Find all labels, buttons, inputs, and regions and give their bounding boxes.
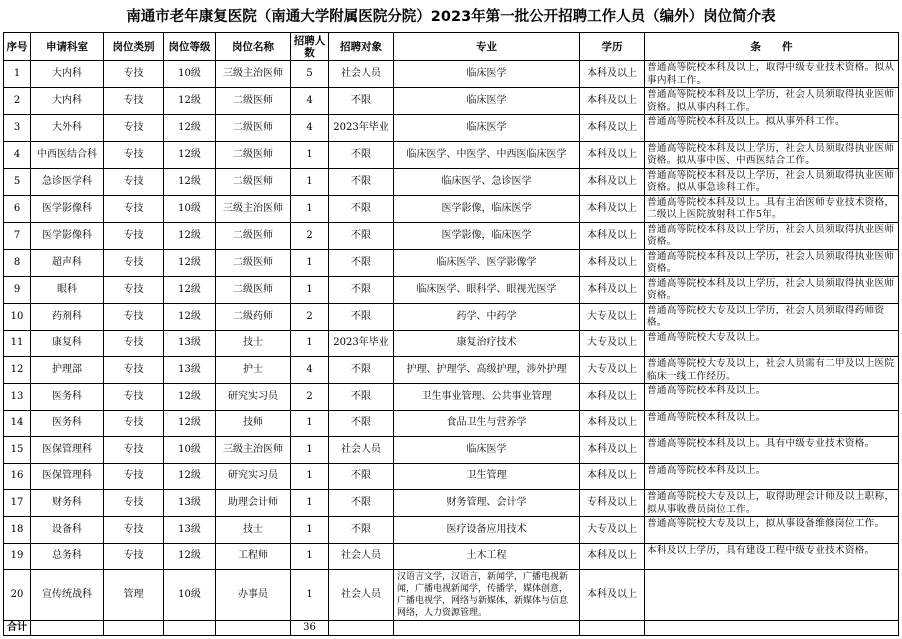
cell-edu: 本科及以上: [580, 141, 645, 168]
cell-cond: 普通高等院校本科及以上。: [645, 384, 899, 411]
cell-no: 12: [4, 357, 31, 384]
cell-target: 社会人员: [329, 437, 394, 464]
col-header-target: 招聘对象: [329, 33, 394, 61]
cell-dept: 药剂科: [31, 303, 104, 330]
cell-post: 技士: [216, 517, 291, 544]
cell-type: 专技: [104, 410, 164, 437]
cell-count: 1: [291, 168, 329, 195]
table-row: [4, 437, 899, 464]
cell-no: 18: [4, 517, 31, 544]
cell-edu: 大专及以上: [580, 357, 645, 384]
cell-no: 16: [4, 463, 31, 490]
cell-post: 二级医师: [216, 88, 291, 115]
cell-count: 2: [291, 222, 329, 249]
cell-target: 不限: [329, 517, 394, 544]
cell-cond: 普通高等院校大专及以上，拟从事设备维修岗位工作。: [645, 517, 899, 544]
cell-type: 专技: [104, 115, 164, 142]
cell-major: 临床医学、眼科学、眼视光医学: [394, 276, 580, 303]
cell-post: 三级主治医师: [216, 437, 291, 464]
cell-post: 二级医师: [216, 168, 291, 195]
cell-major: 汉语言文学，汉语言，新闻学，广播电视新闻，广播电视新闻学，传播学，媒体创意，广播电视学，网络与新媒体，新媒体与信息网络，人力资源管理。: [394, 570, 580, 621]
table-row: [4, 463, 899, 490]
cell-level: 10级: [164, 437, 216, 464]
cell-count: 1: [291, 570, 329, 621]
cell-count: 1: [291, 490, 329, 517]
cell-major: 临床医学、急诊医学: [394, 168, 580, 195]
cell-type: 专技: [104, 88, 164, 115]
cell-count: 1: [291, 195, 329, 222]
cell-no: 8: [4, 249, 31, 276]
cell-count: 4: [291, 357, 329, 384]
col-header-level: 岗位等级: [164, 33, 216, 61]
cell-dept: 宣传统战科: [31, 570, 104, 621]
cell-major: 临床医学: [394, 61, 580, 88]
cell-type: 专技: [104, 222, 164, 249]
cell-level: 10级: [164, 61, 216, 88]
cell-dept: 总务科: [31, 543, 104, 570]
total-row: [4, 621, 899, 636]
cell-level: 12级: [164, 168, 216, 195]
cell-edu: 本科及以上: [580, 61, 645, 88]
table-row: [4, 330, 899, 357]
cell-level: 12级: [164, 249, 216, 276]
page-title: 南通市老年康复医院（南通大学附属医院分院）2023年第一批公开招聘工作人员（编外）岗位简介表: [126, 9, 776, 25]
table-row: [4, 543, 899, 570]
col-header-dept: 申请科室: [31, 33, 104, 61]
cell-no: 2: [4, 88, 31, 115]
cell-count: 2: [291, 303, 329, 330]
table-row: [4, 357, 899, 384]
cell-no: 11: [4, 330, 31, 357]
cell-type: 专技: [104, 517, 164, 544]
cell-edu: 大专及以上: [580, 517, 645, 544]
table-row: [4, 303, 899, 330]
cell-dept: 大内科: [31, 88, 104, 115]
cell-edu: 本科及以上: [580, 88, 645, 115]
cell-post: 工程师: [216, 543, 291, 570]
cell-no: 19: [4, 543, 31, 570]
cell-type: 管理: [104, 570, 164, 621]
cell-no: 10: [4, 303, 31, 330]
total-empty-cell: [104, 621, 164, 636]
cell-level: 12级: [164, 141, 216, 168]
table-row: [4, 61, 899, 88]
cell-cond: 普通高等院校本科及以上学历，社会人员须取得执业医师资格。: [645, 276, 899, 303]
cell-post: 助理会计师: [216, 490, 291, 517]
cell-dept: 医学影像科: [31, 222, 104, 249]
cell-post: 二级药师: [216, 303, 291, 330]
cell-target: 不限: [329, 384, 394, 411]
table-row: [4, 517, 899, 544]
cell-no: 3: [4, 115, 31, 142]
cell-post: 二级医师: [216, 141, 291, 168]
cell-type: 专技: [104, 141, 164, 168]
table-row: [4, 88, 899, 115]
cell-dept: 眼科: [31, 276, 104, 303]
cell-no: 9: [4, 276, 31, 303]
cell-major: 医疗设备应用技术: [394, 517, 580, 544]
col-header-type: 岗位类别: [104, 33, 164, 61]
total-empty-cell: [31, 621, 104, 636]
cell-edu: 本科及以上: [580, 195, 645, 222]
cell-post: 二级医师: [216, 276, 291, 303]
cell-count: 1: [291, 141, 329, 168]
cell-no: 1: [4, 61, 31, 88]
cell-level: 13级: [164, 330, 216, 357]
cell-edu: 本科及以上: [580, 115, 645, 142]
cell-target: 不限: [329, 195, 394, 222]
cell-no: 13: [4, 384, 31, 411]
cell-major: 临床医学: [394, 88, 580, 115]
cell-level: 12级: [164, 384, 216, 411]
cell-target: 不限: [329, 276, 394, 303]
cell-cond: 普通高等院校本科及以上。拟从事外科工作。: [645, 115, 899, 142]
col-header-count: 招聘人数: [291, 33, 329, 61]
table-row: [4, 222, 899, 249]
cell-level: 12级: [164, 410, 216, 437]
cell-target: 2023年毕业: [329, 115, 394, 142]
cell-cond: 普通高等院校本科及以上学历，社会人员须取得执业医师资格。: [645, 249, 899, 276]
cell-target: 不限: [329, 249, 394, 276]
cell-count: 2: [291, 384, 329, 411]
cell-dept: 医务科: [31, 384, 104, 411]
cell-count: 1: [291, 330, 329, 357]
cell-target: 社会人员: [329, 61, 394, 88]
cell-major: 医学影像，临床医学: [394, 222, 580, 249]
cell-type: 专技: [104, 384, 164, 411]
cell-cond: 普通高等院校本科及以上，取得中级专业技术资格。拟从事内科工作。: [645, 61, 899, 88]
cell-cond: 普通高等院校本科及以上。具有中级专业技术资格。: [645, 437, 899, 464]
cell-level: 12级: [164, 276, 216, 303]
cell-cond: 普通高等院校本科及以上。: [645, 410, 899, 437]
cell-major: 医学影像，临床医学: [394, 195, 580, 222]
cell-count: 5: [291, 61, 329, 88]
cell-dept: 医学影像科: [31, 195, 104, 222]
cell-major: 财务管理、会计学: [394, 490, 580, 517]
recruitment-table: [3, 32, 899, 636]
cell-edu: 本科及以上: [580, 543, 645, 570]
cell-edu: 本科及以上: [580, 276, 645, 303]
total-empty-cell: [164, 621, 216, 636]
cell-count: 4: [291, 88, 329, 115]
col-header-edu: 学历: [580, 33, 645, 61]
cell-target: 社会人员: [329, 543, 394, 570]
cell-cond: 普通高等院校本科及以上学历，社会人员须取得执业医师资格。拟从事急诊科工作。: [645, 168, 899, 195]
cell-no: 15: [4, 437, 31, 464]
cell-type: 专技: [104, 303, 164, 330]
cell-level: 12级: [164, 463, 216, 490]
cell-dept: 超声科: [31, 249, 104, 276]
cell-level: 12级: [164, 88, 216, 115]
cell-count: 1: [291, 276, 329, 303]
table-header-row: [4, 33, 899, 61]
table-row: [4, 276, 899, 303]
cell-major: 临床医学、中医学、中西医临床医学: [394, 141, 580, 168]
cell-level: 13级: [164, 357, 216, 384]
cell-no: 7: [4, 222, 31, 249]
cell-edu: 本科及以上: [580, 168, 645, 195]
total-count: 36: [291, 621, 329, 636]
cell-target: 不限: [329, 410, 394, 437]
cell-count: 1: [291, 249, 329, 276]
cell-dept: 护理部: [31, 357, 104, 384]
cell-post: 二级医师: [216, 115, 291, 142]
table-row: [4, 115, 899, 142]
cell-type: 专技: [104, 330, 164, 357]
cell-cond: [645, 570, 899, 621]
cell-target: 不限: [329, 168, 394, 195]
cell-type: 专技: [104, 543, 164, 570]
table-row: [4, 570, 899, 621]
cell-count: 1: [291, 517, 329, 544]
cell-target: 2023年毕业: [329, 330, 394, 357]
cell-major: 临床医学、医学影像学: [394, 249, 580, 276]
cell-edu: 大专及以上: [580, 330, 645, 357]
cell-level: 12级: [164, 222, 216, 249]
cell-dept: 大内科: [31, 61, 104, 88]
cell-cond: 普通高等院校大专及以上学历，社会人员须取得药师资格。: [645, 303, 899, 330]
cell-edu: 本科及以上: [580, 463, 645, 490]
cell-no: 5: [4, 168, 31, 195]
cell-level: 12级: [164, 115, 216, 142]
cell-cond: 普通高等院校大专及以上，社会人员需有二甲及以上医院临床一线工作经历。: [645, 357, 899, 384]
cell-count: 4: [291, 115, 329, 142]
cell-post: 办事员: [216, 570, 291, 621]
cell-type: 专技: [104, 61, 164, 88]
cell-dept: 急诊医学科: [31, 168, 104, 195]
cell-level: 12级: [164, 303, 216, 330]
col-header-cond: 条 件: [645, 33, 899, 61]
table-row: [4, 410, 899, 437]
cell-edu: 大专及以上: [580, 303, 645, 330]
cell-level: 12级: [164, 543, 216, 570]
cell-edu: 本科及以上: [580, 249, 645, 276]
cell-no: 17: [4, 490, 31, 517]
cell-dept: 康复科: [31, 330, 104, 357]
table-row: [4, 249, 899, 276]
cell-post: 技士: [216, 330, 291, 357]
total-empty-cell: [645, 621, 899, 636]
col-header-major: 专业: [394, 33, 580, 61]
cell-post: 技师: [216, 410, 291, 437]
cell-post: 二级医师: [216, 222, 291, 249]
cell-dept: 设备科: [31, 517, 104, 544]
cell-type: 专技: [104, 276, 164, 303]
cell-no: 6: [4, 195, 31, 222]
cell-cond: 普通高等院校大专及以上，取得助理会计师及以上职称，拟从事收费员岗位工作。: [645, 490, 899, 517]
cell-major: 食品卫生与营养学: [394, 410, 580, 437]
cell-type: 专技: [104, 195, 164, 222]
cell-type: 专技: [104, 357, 164, 384]
cell-type: 专技: [104, 168, 164, 195]
cell-cond: 普通高等院校本科及以上学历，社会人员须取得执业医师资格。拟从事中医、中西医结合工作。: [645, 141, 899, 168]
cell-major: 卫生管理: [394, 463, 580, 490]
cell-target: 不限: [329, 88, 394, 115]
total-empty-cell: [394, 621, 580, 636]
cell-major: 康复治疗技术: [394, 330, 580, 357]
cell-edu: 本科及以上: [580, 384, 645, 411]
cell-target: 不限: [329, 222, 394, 249]
cell-dept: 财务科: [31, 490, 104, 517]
cell-major: 药学、中药学: [394, 303, 580, 330]
cell-count: 1: [291, 437, 329, 464]
table-row: [4, 141, 899, 168]
cell-level: 10级: [164, 195, 216, 222]
cell-major: 卫生事业管理、公共事业管理: [394, 384, 580, 411]
total-empty-cell: [580, 621, 645, 636]
cell-target: 不限: [329, 463, 394, 490]
cell-cond: 普通高等院校本科及以上。具有主治医师专业技术资格，二级以上医院放射科工作5年。: [645, 195, 899, 222]
cell-no: 20: [4, 570, 31, 621]
total-empty-cell: [329, 621, 394, 636]
cell-level: 13级: [164, 490, 216, 517]
cell-dept: 医保管理科: [31, 463, 104, 490]
col-header-post: 岗位名称: [216, 33, 291, 61]
cell-post: 研究实习员: [216, 384, 291, 411]
cell-no: 4: [4, 141, 31, 168]
cell-cond: 本科及以上学历，具有建设工程中级专业技术资格。: [645, 543, 899, 570]
cell-type: 专技: [104, 463, 164, 490]
cell-edu: 本科及以上: [580, 570, 645, 621]
cell-dept: 中西医结合科: [31, 141, 104, 168]
cell-cond: 普通高等院校本科及以上学历，社会人员须取得执业医师资格。拟从事内科工作。: [645, 88, 899, 115]
cell-count: 1: [291, 410, 329, 437]
cell-cond: 普通高等院校本科及以上。: [645, 463, 899, 490]
cell-no: 14: [4, 410, 31, 437]
cell-post: 护士: [216, 357, 291, 384]
cell-major: 临床医学: [394, 437, 580, 464]
cell-type: 专技: [104, 490, 164, 517]
cell-cond: 普通高等院校大专及以上。: [645, 330, 899, 357]
table-row: [4, 490, 899, 517]
table-row: [4, 384, 899, 411]
cell-dept: 医保管理科: [31, 437, 104, 464]
cell-post: 三级主治医师: [216, 61, 291, 88]
total-empty-cell: [216, 621, 291, 636]
cell-dept: 大外科: [31, 115, 104, 142]
cell-post: 三级主治医师: [216, 195, 291, 222]
cell-level: 13级: [164, 517, 216, 544]
cell-dept: 医务科: [31, 410, 104, 437]
cell-target: 不限: [329, 303, 394, 330]
cell-target: 不限: [329, 490, 394, 517]
col-header-no: 序号: [4, 33, 31, 61]
table-row: [4, 195, 899, 222]
cell-post: 二级医师: [216, 249, 291, 276]
cell-level: 10级: [164, 570, 216, 621]
cell-type: 专技: [104, 437, 164, 464]
cell-edu: 本科及以上: [580, 437, 645, 464]
cell-major: 临床医学: [394, 115, 580, 142]
cell-target: 不限: [329, 357, 394, 384]
cell-post: 研究实习员: [216, 463, 291, 490]
cell-edu: 本科及以上: [580, 410, 645, 437]
cell-count: 1: [291, 543, 329, 570]
cell-cond: 普通高等院校本科及以上学历，社会人员须取得执业医师资格。: [645, 222, 899, 249]
cell-major: 土木工程: [394, 543, 580, 570]
cell-edu: 专科及以上: [580, 490, 645, 517]
cell-edu: 本科及以上: [580, 222, 645, 249]
cell-target: 社会人员: [329, 570, 394, 621]
total-label: 合计: [4, 621, 31, 636]
table-row: [4, 168, 899, 195]
cell-major: 护理、护理学、高级护理，涉外护理: [394, 357, 580, 384]
cell-count: 1: [291, 463, 329, 490]
cell-type: 专技: [104, 249, 164, 276]
cell-target: 不限: [329, 141, 394, 168]
